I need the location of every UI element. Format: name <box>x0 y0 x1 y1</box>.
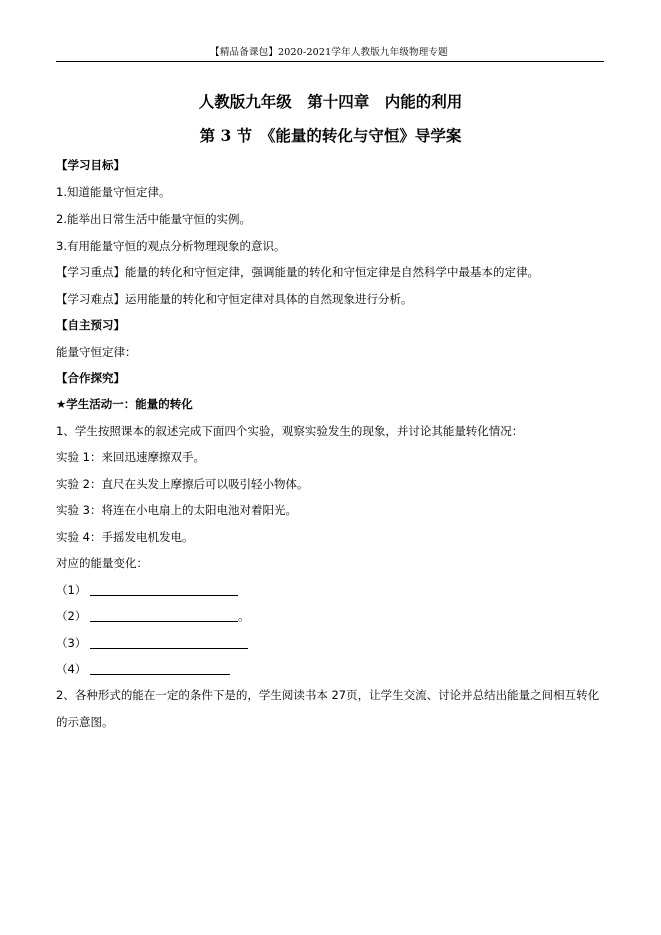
document-title: 人教版九年级 第十四章 内能的利用 <box>198 92 463 111</box>
answer-blank-row <box>56 661 230 677</box>
answer-blank-row <box>56 635 248 651</box>
blank-end: 。 <box>237 609 250 623</box>
page-header: 【精品备课包】2020-2021学年人教版九年级物理专题 <box>210 47 448 58</box>
lesson-title: 第 3 节 《能量的转化与守恒》导学案 <box>199 126 462 145</box>
experiment-item: 实验 1：来回迅速摩擦双手。 <box>56 450 205 464</box>
difficulty-text: 运用能量的转化和守恒定律对具体的自然现象进行分析。 <box>125 292 413 306</box>
experiment-item: 实验 2：直尺在头发上摩擦后可以吸引轻小物体。 <box>56 477 309 491</box>
objectives-heading: 【学习目标】 <box>56 158 125 172</box>
blank-label: （4） <box>56 662 87 676</box>
activity-title: ★学生活动一：能量的转化 <box>56 397 193 411</box>
difficulty-label: 【学习难点】 <box>56 292 125 306</box>
difficulty <box>56 291 413 307</box>
blank-label: （1） <box>56 583 87 597</box>
answer-blank-row <box>56 582 238 598</box>
question-2: 2、各种形式的能在一定的条件下是的，学生阅读书本 27页，让学生交流、讨论并总结出能量之间相互转化的示意图。 <box>56 688 600 729</box>
answer-blank-line[interactable] <box>90 609 238 622</box>
experiment-item: 实验 3：将连在小电扇上的太阳电池对着阳光。 <box>56 503 297 517</box>
key-points-text: 能量的转化和守恒定律，强调能量的转化和守恒定律是自然科学中最基本的定律。 <box>125 265 539 279</box>
experiment-item: 实验 4：手摇发电机发电。 <box>56 530 194 544</box>
objective-item: 2.能举出日常生活中能量守恒的实例。 <box>56 212 251 226</box>
answer-blank-row <box>56 608 249 624</box>
objective-item: 1.知道能量守恒定律。 <box>56 185 171 199</box>
blank-label: （3） <box>56 636 87 650</box>
preview-heading: 【自主预习】 <box>56 318 125 332</box>
explore-heading: 【合作探究】 <box>56 371 125 385</box>
blank-label: （2） <box>56 609 87 623</box>
objective-item: 3.有用能量守恒的观点分析物理现象的意识。 <box>56 239 286 253</box>
preview-text: 能量守恒定律： <box>56 345 137 359</box>
energy-changes-label: 对应的能量变化： <box>56 556 148 570</box>
key-points <box>56 264 539 280</box>
answer-blank-line[interactable] <box>90 662 230 675</box>
question-1: 1、学生按照课本的叙述完成下面四个实验，观察实验发生的现象，并讨论其能量转化情况： <box>56 424 524 438</box>
header-divider <box>56 61 604 62</box>
key-points-label: 【学习重点】 <box>56 265 125 279</box>
answer-blank-line[interactable] <box>90 583 238 596</box>
answer-blank-line[interactable] <box>90 636 248 649</box>
